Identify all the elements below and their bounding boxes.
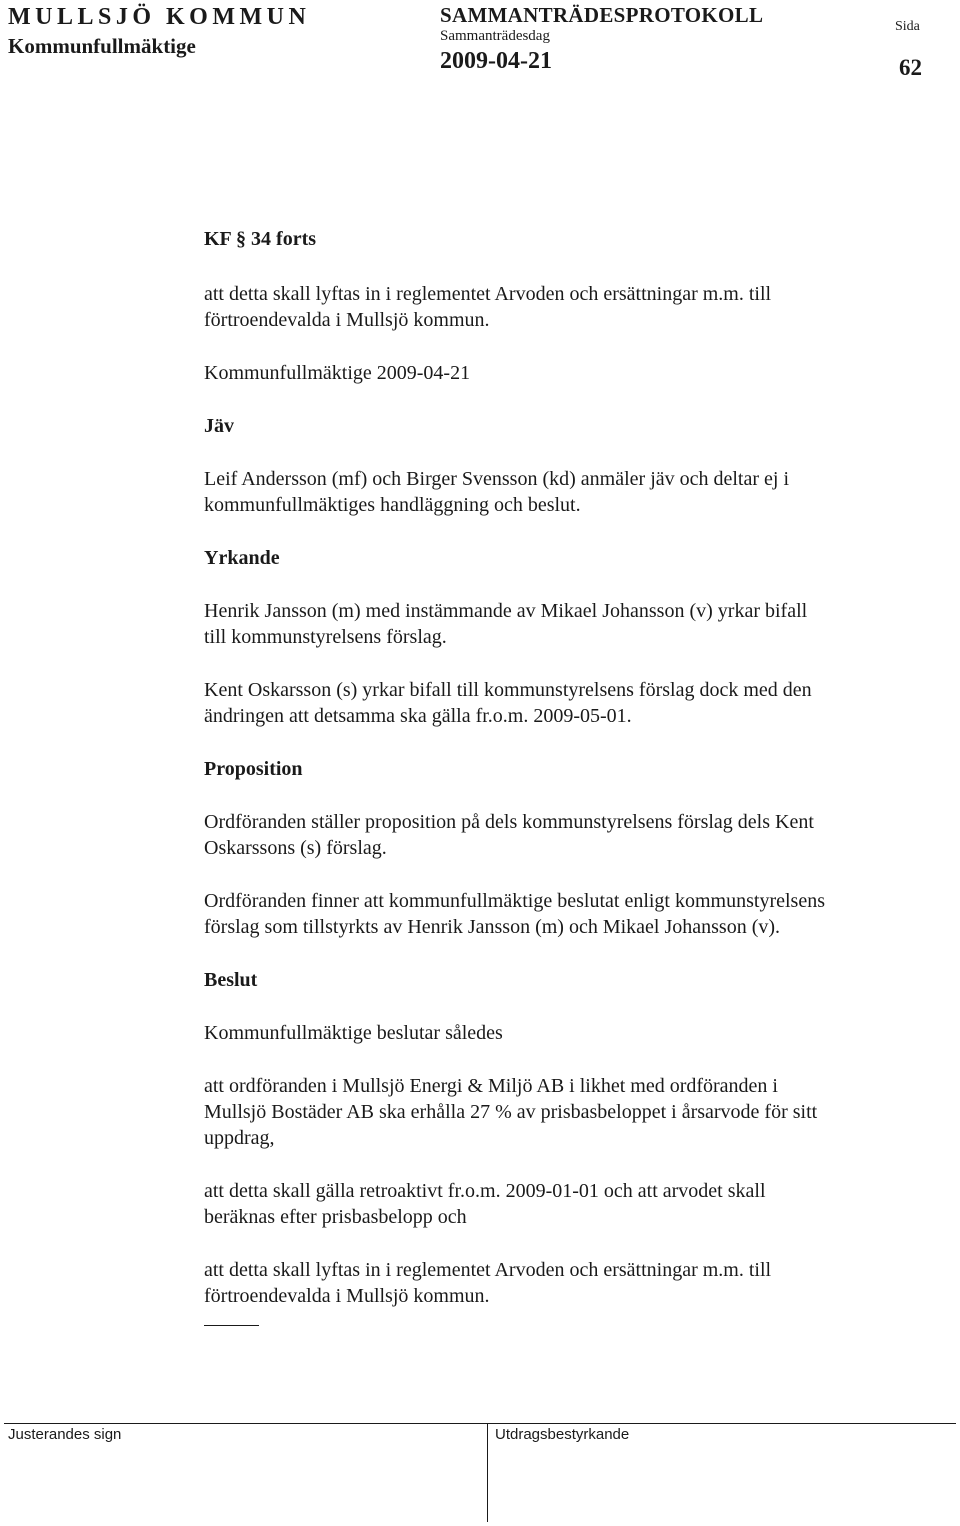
intro-paragraph — [204, 281, 944, 333]
document-type: SAMMANTRÄDESPROTOKOLL — [440, 3, 764, 27]
beslut-paragraph-2 — [204, 1178, 944, 1230]
paragraph-line: att ordföranden i Mullsjö Energi & Miljö AB i likhet med ordföranden i — [204, 1075, 778, 1097]
yrkande-paragraph-1 — [204, 598, 944, 650]
meeting-line: Kommunfullmäktige 2009-04-21 — [204, 362, 471, 384]
beslut-heading: Beslut — [204, 969, 258, 991]
paragraph-line: Kent Oskarsson (s) yrkar bifall till kommunstyrelsens förslag dock med den — [204, 679, 812, 701]
paragraph-line: kommunfullmäktiges handläggning och beslut. — [204, 494, 581, 516]
paragraph-line: förtroendevalda i Mullsjö kommun. — [204, 309, 490, 331]
utdragsbestyrkande-label: Utdragsbestyrkande — [495, 1426, 630, 1443]
beslut-paragraph-3 — [204, 1257, 944, 1309]
paragraph-line: beräknas efter prisbasbelopp och — [204, 1206, 467, 1228]
paragraph-line: att detta skall gälla retroaktivt fr.o.m. 2009-01-01 och att arvodet skall — [204, 1180, 766, 1202]
footer-divider — [487, 1424, 488, 1522]
paragraph-line: Oskarssons (s) förslag. — [204, 837, 387, 859]
paragraph-line: förtroendevalda i Mullsjö kommun. — [204, 1285, 490, 1307]
proposition-heading: Proposition — [204, 758, 303, 780]
beslut-paragraph-1 — [204, 1073, 944, 1151]
jav-paragraph — [204, 466, 944, 518]
paragraph-line: att detta skall lyftas in i reglementet Arvoden och ersättningar m.m. till — [204, 1259, 772, 1281]
paragraph-line: Ordföranden ställer proposition på dels kommunstyrelsens förslag dels Kent — [204, 811, 814, 833]
paragraph-line: förslag som tillstyrkts av Henrik Jansson (m) och Mikael Johansson (v). — [204, 916, 781, 938]
end-of-section-rule — [204, 1325, 259, 1326]
yrkande-paragraph-2 — [204, 677, 944, 729]
date-label: Sammanträdesdag — [440, 28, 550, 44]
paragraph-line: Mullsjö Bostäder AB ska erhålla 27 % av prisbasbeloppet i årsarvode för sitt — [204, 1101, 818, 1123]
justerandes-sign-label: Justerandes sign — [8, 1426, 122, 1443]
paragraph-line: Henrik Jansson (m) med instämmande av Mikael Johansson (v) yrkar bifall — [204, 600, 808, 622]
jav-heading: Jäv — [204, 415, 234, 437]
beslut-intro: Kommunfullmäktige beslutar således — [204, 1022, 503, 1044]
paragraph-line: att detta skall lyftas in i reglementet Arvoden och ersättningar m.m. till — [204, 283, 772, 305]
paragraph-line: Leif Andersson (mf) och Birger Svensson (kd) anmäler jäv och deltar ej i — [204, 468, 790, 490]
paragraph-line: till kommunstyrelsens förslag. — [204, 626, 447, 648]
paragraph-line: ändringen att detsamma ska gälla fr.o.m. 2009-05-01. — [204, 705, 632, 727]
body-name: Kommunfullmäktige — [8, 34, 196, 58]
proposition-paragraph-1 — [204, 809, 944, 861]
protocol-body — [204, 226, 944, 1309]
page-label: Sida — [895, 19, 920, 34]
yrkande-heading: Yrkande — [204, 547, 280, 569]
meeting-date: 2009-04-21 — [440, 48, 552, 74]
paragraph-line: Ordföranden finner att kommunfullmäktige beslutat enligt kommunstyrelsens — [204, 890, 825, 912]
section-title: KF § 34 forts — [204, 228, 317, 250]
footer-rule — [4, 1423, 956, 1424]
page-number: 62 — [899, 55, 922, 80]
paragraph-line: uppdrag, — [204, 1127, 275, 1149]
proposition-paragraph-2 — [204, 888, 944, 940]
organization-name: MULLSJÖ KOMMUN — [8, 4, 311, 30]
